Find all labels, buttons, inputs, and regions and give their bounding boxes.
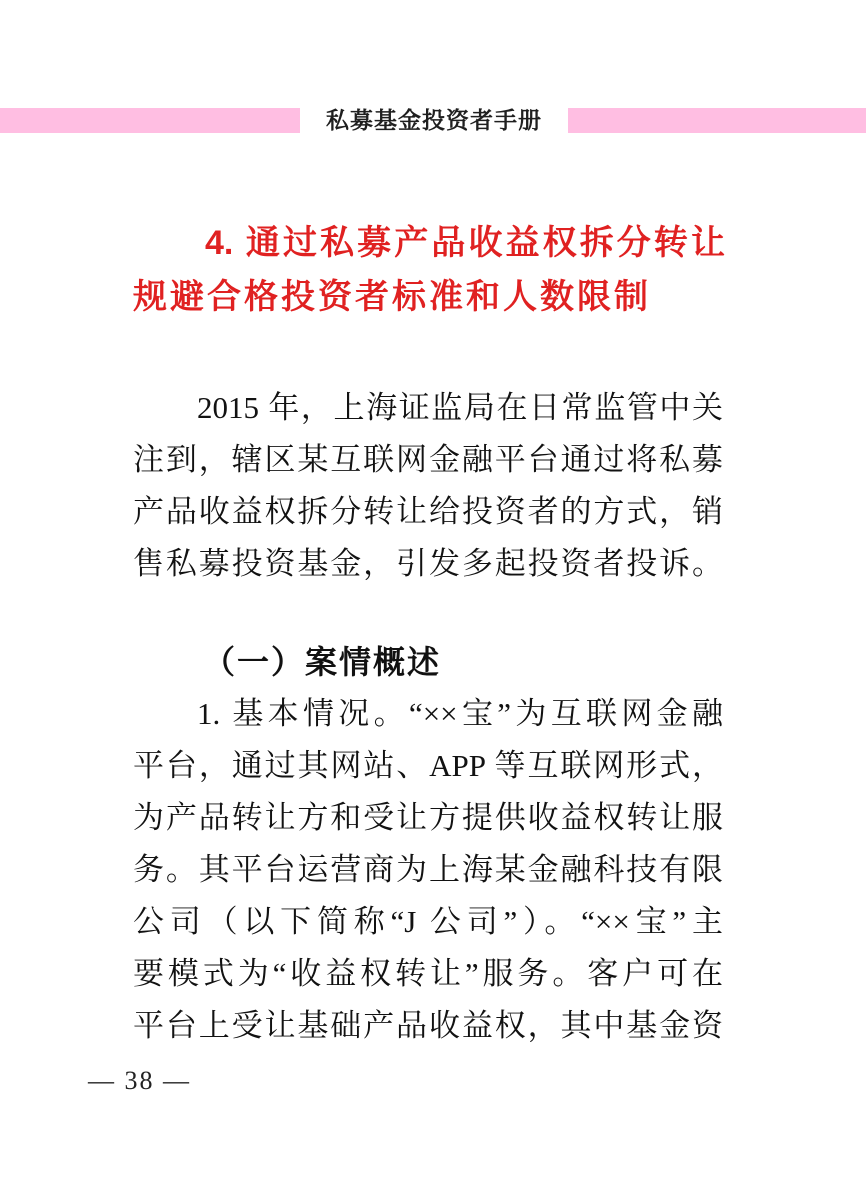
page-header (0, 108, 866, 133)
chapter-title-line-2: 规避合格投资者标准和人数限制 (133, 278, 651, 316)
header-book-title: 私募基金投资者手册 (326, 107, 542, 133)
page-number: — 38 — (88, 1066, 191, 1095)
paragraph-intro-line-4: 售私募投资基金，引发多起投资者投诉。 (133, 546, 723, 581)
header-band-right (568, 108, 866, 133)
chapter-title-line-1: 4. 通过私募产品收益权拆分转让 (205, 224, 725, 262)
section-heading-case-overview: （一）案情概述 (203, 644, 442, 680)
header-band-left (0, 108, 300, 133)
paragraph-intro-line-2: 注到，辖区某互联网金融平台通过将私募 (133, 442, 723, 477)
paragraph-intro-line-1: 2015 年，上海证监局在日常监管中关 (197, 390, 723, 425)
paragraph-case-details (133, 688, 723, 1052)
chapter-title (133, 216, 725, 324)
paragraph-case-line-5: 公司（以下简称“J 公司”）。“××宝”主 (133, 904, 723, 939)
paragraph-intro-line-3: 产品收益权拆分转让给投资者的方式，销 (133, 494, 723, 529)
paragraph-case-line-4: 务。其平台运营商为上海某金融科技有限 (133, 852, 723, 887)
paragraph-case-line-2: 平台，通过其网站、APP 等互联网形式， (133, 748, 723, 783)
paragraph-intro (133, 382, 723, 590)
paragraph-case-line-3: 为产品转让方和受让方提供收益权转让服 (133, 800, 723, 835)
paragraph-case-line-6: 要模式为“收益权转让”服务。客户可在 (133, 956, 723, 991)
paragraph-case-line-7: 平台上受让基础产品收益权，其中基金资 (133, 1008, 723, 1043)
paragraph-case-line-1: 1. 基本情况。“××宝”为互联网金融 (197, 696, 723, 731)
